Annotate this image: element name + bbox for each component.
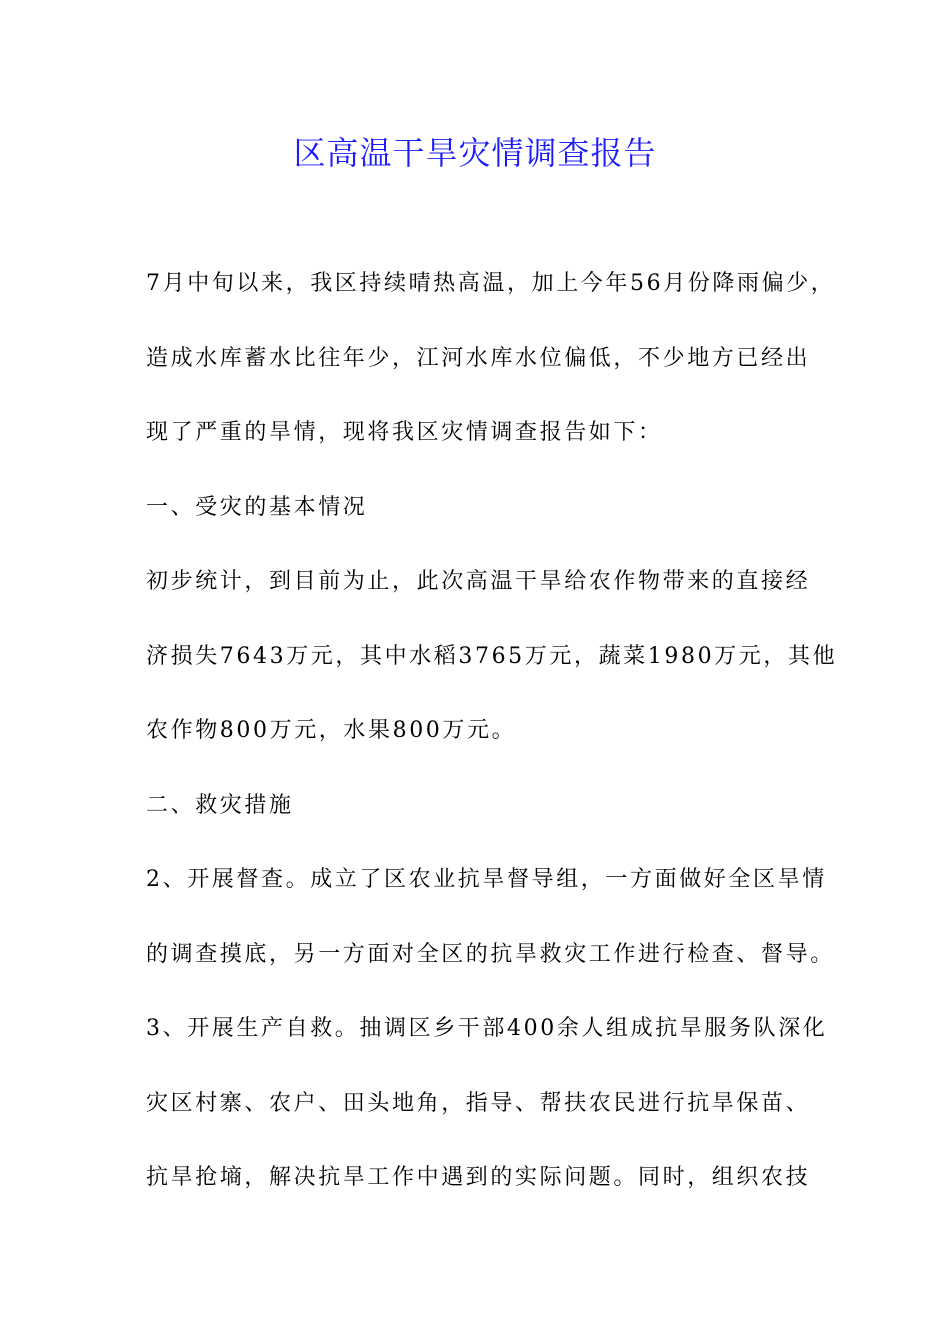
section-heading-2: 二、救灾措施 (146, 792, 294, 818)
body-line: 7月中旬以来，我区持续晴热高温，加上今年56月份降雨偏少， (146, 271, 836, 296)
body-line: 灾区村寨、农户、田头地角，指导、帮扶农民进行抗旱保苗、 (146, 1090, 811, 1116)
body-line: 3、开展生产自救。抽调区乡干部400余人组成抗旱服务队深化 (146, 1016, 828, 1041)
body-line: 农作物800万元，水果800万元。 (146, 718, 517, 743)
body-line: 济损失7643万元，其中水稻3765万元，蔬菜1980万元，其他 (146, 643, 838, 669)
body-line: 的调查摸底，另一方面对全区的抗旱救灾工作进行检查、督导。 (146, 941, 835, 967)
body-line: 造成水库蓄水比往年少，江河水库水位偏低，不少地方已经出 (146, 345, 811, 371)
body-line: 现了严重的旱情，现将我区灾情调查报告如下： (146, 420, 663, 445)
body-line: 初步统计，到目前为止，此次高温干旱给农作物带来的直接经 (146, 569, 811, 594)
document-body (146, 262, 838, 1231)
section-heading-1: 一、受灾的基本情况 (146, 494, 368, 520)
body-line: 抗旱抢墒，解决抗旱工作中遇到的实际问题。同时，组织农技 (146, 1165, 811, 1190)
document-title: 区高温干旱灾情调查报告 (293, 134, 657, 172)
body-line: 2、开展督查。成立了区农业抗旱督导组，一方面做好全区旱情 (146, 867, 827, 892)
